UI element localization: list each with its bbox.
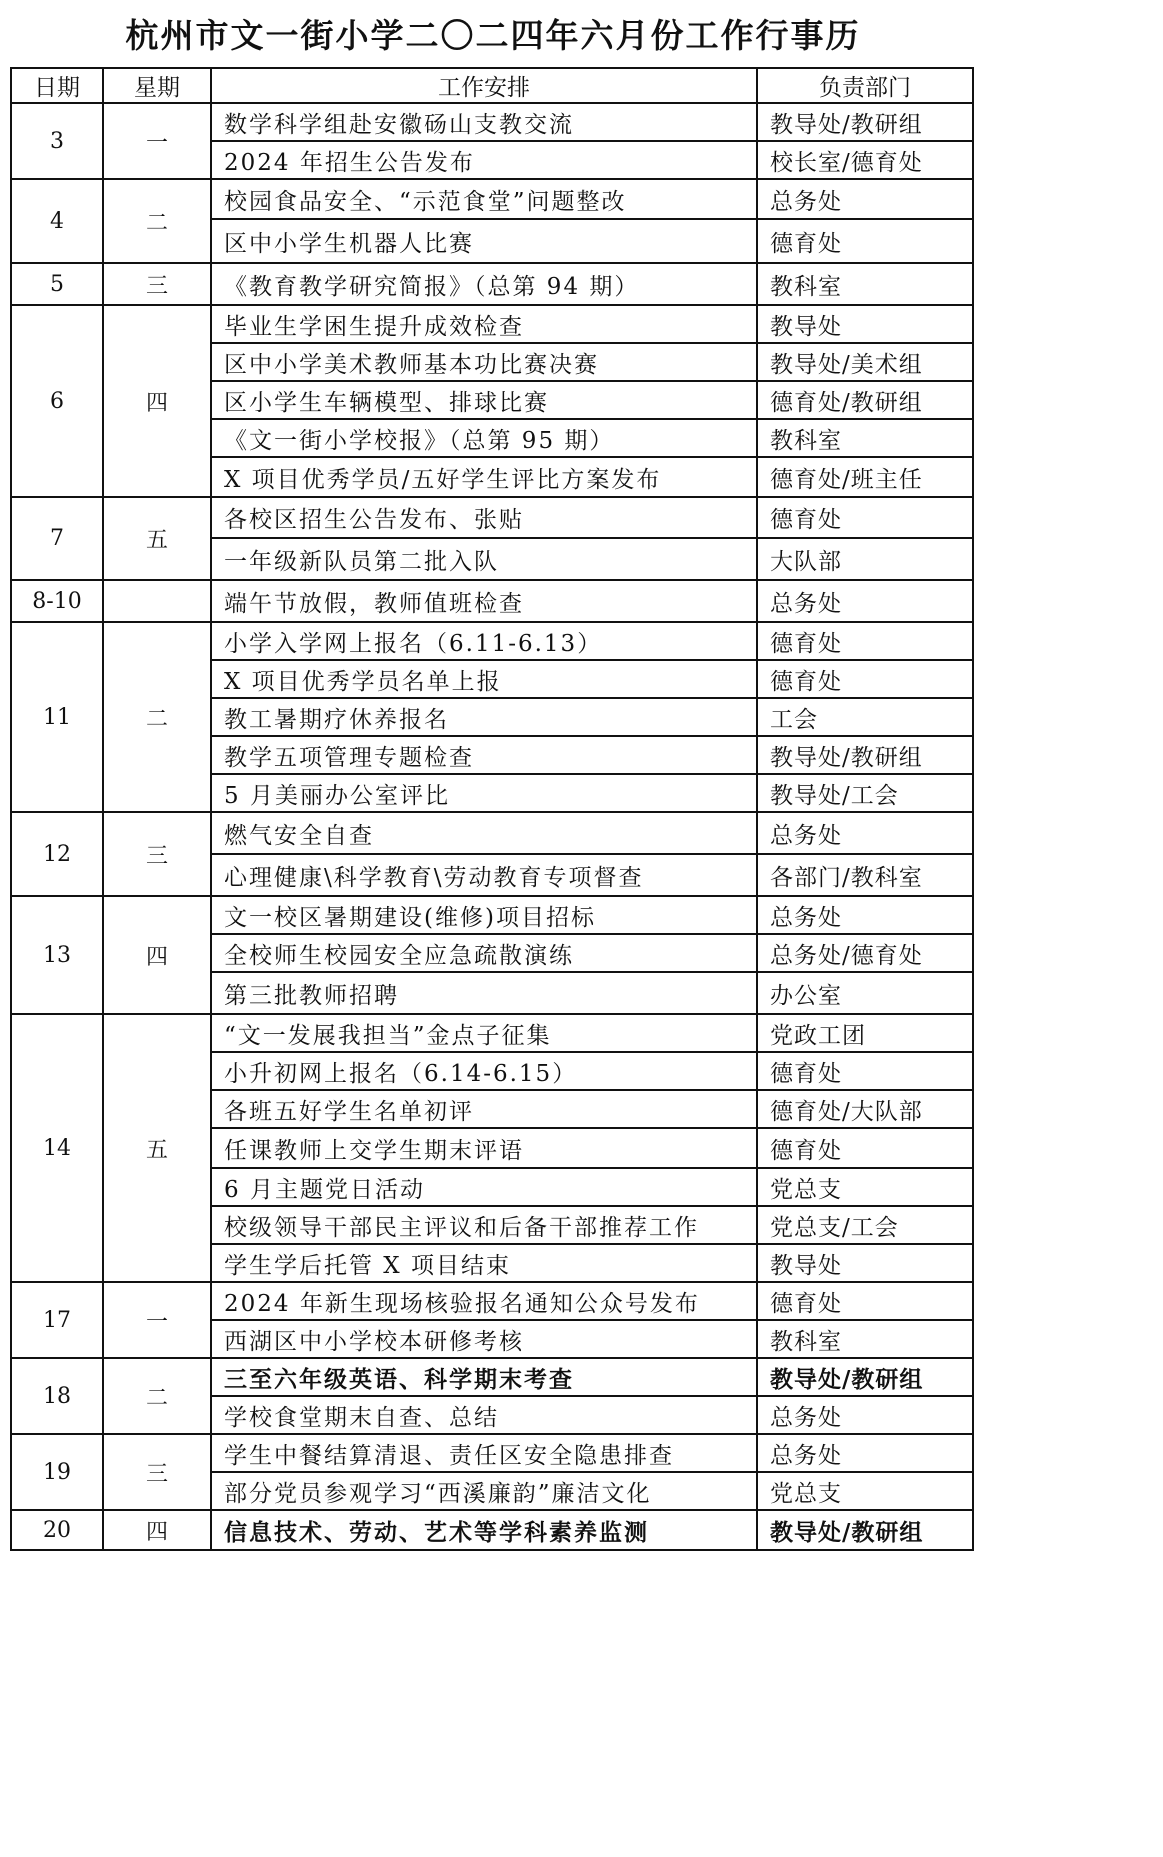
dept-cell: 各部门/教科室 [757, 854, 973, 896]
weekday-cell: 一 [103, 103, 211, 179]
table-row [11, 812, 973, 854]
table-header-row [11, 68, 973, 103]
date-cell: 13 [11, 896, 103, 1014]
dept-cell: 总务处/德育处 [757, 934, 973, 972]
task-cell: 区小学生车辆模型、排球比赛 [211, 381, 757, 419]
task-cell: 各校区招生公告发布、张贴 [211, 497, 757, 538]
dept-cell: 党总支/工会 [757, 1206, 973, 1244]
task-cell: 2024 年招生公告发布 [211, 141, 757, 179]
table-row [11, 1434, 973, 1472]
task-cell: 小学入学网上报名（6.11-6.13） [211, 622, 757, 660]
header-dept: 负责部门 [757, 68, 973, 103]
table-row [11, 1014, 973, 1052]
task-cell: 各班五好学生名单初评 [211, 1090, 757, 1128]
weekday-cell: 四 [103, 305, 211, 497]
dept-cell: 教导处/教研组 [757, 103, 973, 141]
task-cell: 部分党员参观学习“西溪廉韵”廉洁文化 [211, 1472, 757, 1510]
dept-cell: 德育处 [757, 1282, 973, 1320]
date-cell: 12 [11, 812, 103, 896]
table-row [11, 1358, 973, 1396]
dept-cell: 党政工团 [757, 1014, 973, 1052]
dept-cell: 教导处/教研组 [757, 1358, 973, 1396]
task-cell: 文一校区暑期建设(维修)项目招标 [211, 896, 757, 934]
task-cell: 小升初网上报名（6.14-6.15） [211, 1052, 757, 1090]
dept-cell: 德育处/教研组 [757, 381, 973, 419]
date-cell: 17 [11, 1282, 103, 1358]
schedule-table [10, 67, 974, 1551]
table-row [11, 103, 973, 141]
table-row [11, 1510, 973, 1550]
task-cell: 区中小学美术教师基本功比赛决赛 [211, 343, 757, 381]
weekday-cell: 四 [103, 896, 211, 1014]
schedule-body [11, 103, 973, 1550]
task-cell: 学生中餐结算清退、责任区安全隐患排查 [211, 1434, 757, 1472]
dept-cell: 总务处 [757, 179, 973, 219]
dept-cell: 总务处 [757, 1396, 973, 1434]
task-cell: 燃气安全自查 [211, 812, 757, 854]
task-cell: X 项目优秀学员/五好学生评比方案发布 [211, 457, 757, 497]
dept-cell: 教导处/工会 [757, 774, 973, 812]
table-row [11, 580, 973, 622]
task-cell: “文一发展我担当”金点子征集 [211, 1014, 757, 1052]
task-cell: 信息技术、劳动、艺术等学科素养监测 [211, 1510, 757, 1550]
task-cell: 第三批教师招聘 [211, 972, 757, 1014]
dept-cell: 德育处 [757, 1052, 973, 1090]
dept-cell: 教科室 [757, 263, 973, 305]
task-cell: 5 月美丽办公室评比 [211, 774, 757, 812]
dept-cell: 总务处 [757, 812, 973, 854]
date-cell: 6 [11, 305, 103, 497]
date-cell: 14 [11, 1014, 103, 1282]
dept-cell: 教导处 [757, 1244, 973, 1282]
task-cell: 数学科学组赴安徽砀山支教交流 [211, 103, 757, 141]
dept-cell: 党总支 [757, 1472, 973, 1510]
dept-cell: 总务处 [757, 1434, 973, 1472]
task-cell: 教工暑期疗休养报名 [211, 698, 757, 736]
dept-cell: 德育处 [757, 660, 973, 698]
weekday-cell: 四 [103, 1510, 211, 1550]
header-task: 工作安排 [211, 68, 757, 103]
weekday-cell: 五 [103, 1014, 211, 1282]
table-row [11, 263, 973, 305]
table-row [11, 622, 973, 660]
task-cell: 任课教师上交学生期末评语 [211, 1128, 757, 1168]
dept-cell: 总务处 [757, 580, 973, 622]
date-cell: 5 [11, 263, 103, 305]
dept-cell: 德育处 [757, 497, 973, 538]
task-cell: 《教育教学研究简报》（总第 94 期） [211, 263, 757, 305]
dept-cell: 教导处/教研组 [757, 1510, 973, 1550]
dept-cell: 大队部 [757, 538, 973, 580]
task-cell: 学生学后托管 X 项目结束 [211, 1244, 757, 1282]
page-title: 杭州市文一街小学二〇二四年六月份工作行事历 [125, 16, 861, 55]
table-row [11, 896, 973, 934]
task-cell: 毕业生学困生提升成效检查 [211, 305, 757, 343]
task-cell: 心理健康\科学教育\劳动教育专项督查 [211, 854, 757, 896]
dept-cell: 校长室/德育处 [757, 141, 973, 179]
dept-cell: 教导处 [757, 305, 973, 343]
dept-cell: 教导处/美术组 [757, 343, 973, 381]
task-cell: 学校食堂期末自查、总结 [211, 1396, 757, 1434]
dept-cell: 党总支 [757, 1168, 973, 1206]
date-cell: 20 [11, 1510, 103, 1550]
weekday-cell: 二 [103, 1358, 211, 1434]
dept-cell: 总务处 [757, 896, 973, 934]
weekday-cell: 三 [103, 812, 211, 896]
date-cell: 19 [11, 1434, 103, 1510]
dept-cell: 德育处 [757, 622, 973, 660]
task-cell: 一年级新队员第二批入队 [211, 538, 757, 580]
weekday-cell: 三 [103, 1434, 211, 1510]
header-weekday: 星期 [103, 68, 211, 103]
task-cell: 2024 年新生现场核验报名通知公众号发布 [211, 1282, 757, 1320]
task-cell: 《文一街小学校报》（总第 95 期） [211, 419, 757, 457]
weekday-cell: 二 [103, 622, 211, 812]
table-row [11, 179, 973, 219]
weekday-cell: 二 [103, 179, 211, 263]
dept-cell: 教科室 [757, 419, 973, 457]
task-cell: X 项目优秀学员名单上报 [211, 660, 757, 698]
task-cell: 校园食品安全、“示范食堂”问题整改 [211, 179, 757, 219]
header-date: 日期 [11, 68, 103, 103]
dept-cell: 教导处/教研组 [757, 736, 973, 774]
table-row [11, 1282, 973, 1320]
table-row [11, 305, 973, 343]
dept-cell: 工会 [757, 698, 973, 736]
task-cell: 6 月主题党日活动 [211, 1168, 757, 1206]
task-cell: 西湖区中小学校本研修考核 [211, 1320, 757, 1358]
task-cell: 端午节放假，教师值班检查 [211, 580, 757, 622]
task-cell: 校级领导干部民主评议和后备干部推荐工作 [211, 1206, 757, 1244]
date-cell: 11 [11, 622, 103, 812]
task-cell: 全校师生校园安全应急疏散演练 [211, 934, 757, 972]
date-cell: 18 [11, 1358, 103, 1434]
task-cell: 教学五项管理专题检查 [211, 736, 757, 774]
task-cell: 区中小学生机器人比赛 [211, 219, 757, 263]
dept-cell: 教科室 [757, 1320, 973, 1358]
weekday-cell: 三 [103, 263, 211, 305]
dept-cell: 德育处/班主任 [757, 457, 973, 497]
date-cell: 3 [11, 103, 103, 179]
date-cell: 4 [11, 179, 103, 263]
table-row [11, 497, 973, 538]
weekday-cell: 一 [103, 1282, 211, 1358]
date-cell: 8-10 [11, 580, 103, 622]
weekday-cell [103, 580, 211, 622]
dept-cell: 德育处/大队部 [757, 1090, 973, 1128]
dept-cell: 办公室 [757, 972, 973, 1014]
weekday-cell: 五 [103, 497, 211, 580]
dept-cell: 德育处 [757, 219, 973, 263]
date-cell: 7 [11, 497, 103, 580]
task-cell: 三至六年级英语、科学期末考查 [211, 1358, 757, 1396]
dept-cell: 德育处 [757, 1128, 973, 1168]
